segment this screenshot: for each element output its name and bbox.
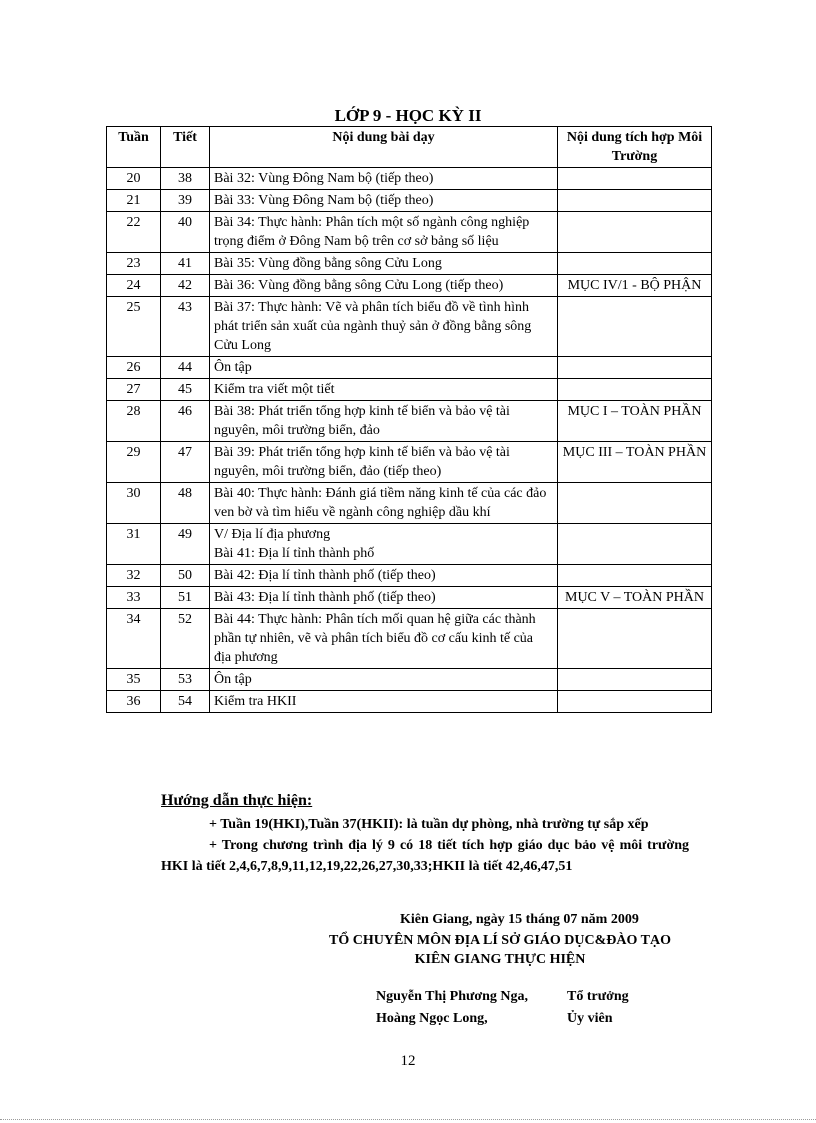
content-cell: Kiểm tra viết một tiết: [210, 379, 558, 401]
content-cell: Bài 43: Địa lí tỉnh thành phố (tiếp theo): [210, 587, 558, 609]
period-cell: 43: [161, 297, 210, 357]
week-cell: 32: [107, 565, 161, 587]
week-cell: 30: [107, 483, 161, 524]
week-cell: 27: [107, 379, 161, 401]
environment-cell: [558, 190, 712, 212]
footer-divider: [0, 1119, 816, 1120]
environment-cell: [558, 357, 712, 379]
table-row: [107, 609, 712, 669]
period-cell: 54: [161, 691, 210, 713]
header-week: Tuần: [107, 127, 161, 168]
content-cell: Bài 42: Địa lí tỉnh thành phố (tiếp theo): [210, 565, 558, 587]
table-row: [107, 401, 712, 442]
table-row: [107, 587, 712, 609]
environment-cell: [558, 483, 712, 524]
table-row: [107, 190, 712, 212]
content-cell: Bài 38: Phát triển tổng hợp kinh tế biển và bảo vệ tài nguyên, môi trường biển, đảo: [210, 401, 558, 442]
signature-org-line: KIÊN GIANG THỰC HIỆN: [414, 952, 586, 967]
table-row: [107, 379, 712, 401]
signer-role: Ủy viên: [567, 1011, 613, 1026]
guide-body: [161, 814, 689, 877]
content-cell: Bài 35: Vùng đồng bằng sông Cửu Long: [210, 253, 558, 275]
content-cell: Bài 40: Thực hành: Đánh giá tiềm năng kinh tế của các đảo ven bờ và tìm hiểu về ngành công nghiệp dầu khí: [210, 483, 558, 524]
signer-name: Nguyễn Thị Phương Nga,: [376, 989, 529, 1004]
content-cell: Kiểm tra HKII: [210, 691, 558, 713]
period-cell: 45: [161, 379, 210, 401]
content-cell: Bài 39: Phát triển tổng hợp kinh tế biển và bảo vệ tài nguyên, môi trường biển, đảo (tiếp theo): [210, 442, 558, 483]
period-cell: 41: [161, 253, 210, 275]
guide-line: + Tuần 19(HKI),Tuần 37(HKII): là tuần dự phòng, nhà trường tự sắp xếp: [209, 817, 649, 832]
content-cell: Bài 37: Thực hành: Vẽ và phân tích biểu đồ về tình hình phát triển sản xuất của ngành thuỷ sản ở đồng bằng sông Cửu Long: [210, 297, 558, 357]
period-cell: 40: [161, 212, 210, 253]
environment-cell: MỤC IV/1 - BỘ PHẬN: [558, 275, 712, 297]
content-cell: Bài 32: Vùng Đông Nam bộ (tiếp theo): [210, 168, 558, 190]
environment-cell: [558, 212, 712, 253]
environment-cell: [558, 168, 712, 190]
environment-cell: [558, 669, 712, 691]
week-cell: 34: [107, 609, 161, 669]
content-cell: Ôn tập: [210, 357, 558, 379]
week-cell: 35: [107, 669, 161, 691]
period-cell: 51: [161, 587, 210, 609]
week-cell: 29: [107, 442, 161, 483]
period-cell: 53: [161, 669, 210, 691]
signature-date: Kiên Giang, ngày 15 tháng 07 năm 2009: [400, 912, 639, 927]
signature-org-line: TỔ CHUYÊN MÔN ĐỊA LÍ SỞ GIÁO DỤC&ĐÀO TẠO: [329, 933, 671, 948]
guide-title: Hướng dẫn thực hiện:: [161, 792, 313, 809]
content-cell: Ôn tập: [210, 669, 558, 691]
environment-cell: MỤC III – TOÀN PHẦN: [558, 442, 712, 483]
period-cell: 42: [161, 275, 210, 297]
table-row: [107, 212, 712, 253]
table-row: [107, 691, 712, 713]
schedule-table: [106, 126, 712, 713]
signer-role: Tổ trưởng: [567, 989, 629, 1004]
period-cell: 52: [161, 609, 210, 669]
environment-cell: MỤC I – TOÀN PHẦN: [558, 401, 712, 442]
week-cell: 22: [107, 212, 161, 253]
environment-cell: [558, 609, 712, 669]
environment-cell: [558, 691, 712, 713]
table-row: [107, 442, 712, 483]
content-cell: Bài 34: Thực hành: Phân tích một số ngành công nghiệp trọng điểm ở Đông Nam bộ trên cơ sở bảng số liệu: [210, 212, 558, 253]
period-cell: 38: [161, 168, 210, 190]
table-row: [107, 357, 712, 379]
week-cell: 31: [107, 524, 161, 565]
environment-cell: [558, 565, 712, 587]
content-cell: Bài 33: Vùng Đông Nam bộ (tiếp theo): [210, 190, 558, 212]
guide-line: + Trong chương trình địa lý 9 có 18 tiết tích hợp giáo dục bảo vệ môi trường HKI là tiết 2,4,6,7,8,9,11,12,19,22,26,27,30,33;HKII là tiết 42,46,47,51: [161, 838, 689, 874]
table-row: [107, 483, 712, 524]
week-cell: 33: [107, 587, 161, 609]
environment-cell: [558, 524, 712, 565]
table-row: [107, 168, 712, 190]
table-row: [107, 275, 712, 297]
signer-name: Hoàng Ngọc Long,: [376, 1011, 488, 1026]
week-cell: 21: [107, 190, 161, 212]
week-cell: 24: [107, 275, 161, 297]
content-cell: V/ Địa lí địa phương Bài 41: Địa lí tỉnh thành phố: [210, 524, 558, 565]
table-row: [107, 669, 712, 691]
environment-cell: MỤC V – TOÀN PHẦN: [558, 587, 712, 609]
page-title: LỚP 9 - HỌC KỲ II: [334, 106, 482, 125]
environment-cell: [558, 297, 712, 357]
period-cell: 49: [161, 524, 210, 565]
period-cell: 46: [161, 401, 210, 442]
environment-cell: [558, 253, 712, 275]
period-cell: 50: [161, 565, 210, 587]
week-cell: 25: [107, 297, 161, 357]
period-cell: 44: [161, 357, 210, 379]
table-row: [107, 524, 712, 565]
period-cell: 39: [161, 190, 210, 212]
environment-cell: [558, 379, 712, 401]
content-cell: Bài 44: Thực hành: Phân tích mối quan hệ giữa các thành phần tự nhiên, vẽ và phân tích biểu đồ cơ cấu kinh tế của địa phương: [210, 609, 558, 669]
table-header-row: [107, 127, 712, 168]
week-cell: 36: [107, 691, 161, 713]
period-cell: 48: [161, 483, 210, 524]
table-row: [107, 297, 712, 357]
week-cell: 28: [107, 401, 161, 442]
table-row: [107, 253, 712, 275]
page-number: 12: [400, 1053, 416, 1069]
table-row: [107, 565, 712, 587]
content-cell: Bài 36: Vùng đồng bằng sông Cửu Long (tiếp theo): [210, 275, 558, 297]
header-period: Tiết: [161, 127, 210, 168]
period-cell: 47: [161, 442, 210, 483]
week-cell: 20: [107, 168, 161, 190]
week-cell: 26: [107, 357, 161, 379]
signature-organization: [300, 931, 700, 969]
header-content: Nội dung bài dạy: [210, 127, 558, 168]
header-environment: Nội dung tích hợp Môi Trường: [558, 127, 712, 168]
week-cell: 23: [107, 253, 161, 275]
